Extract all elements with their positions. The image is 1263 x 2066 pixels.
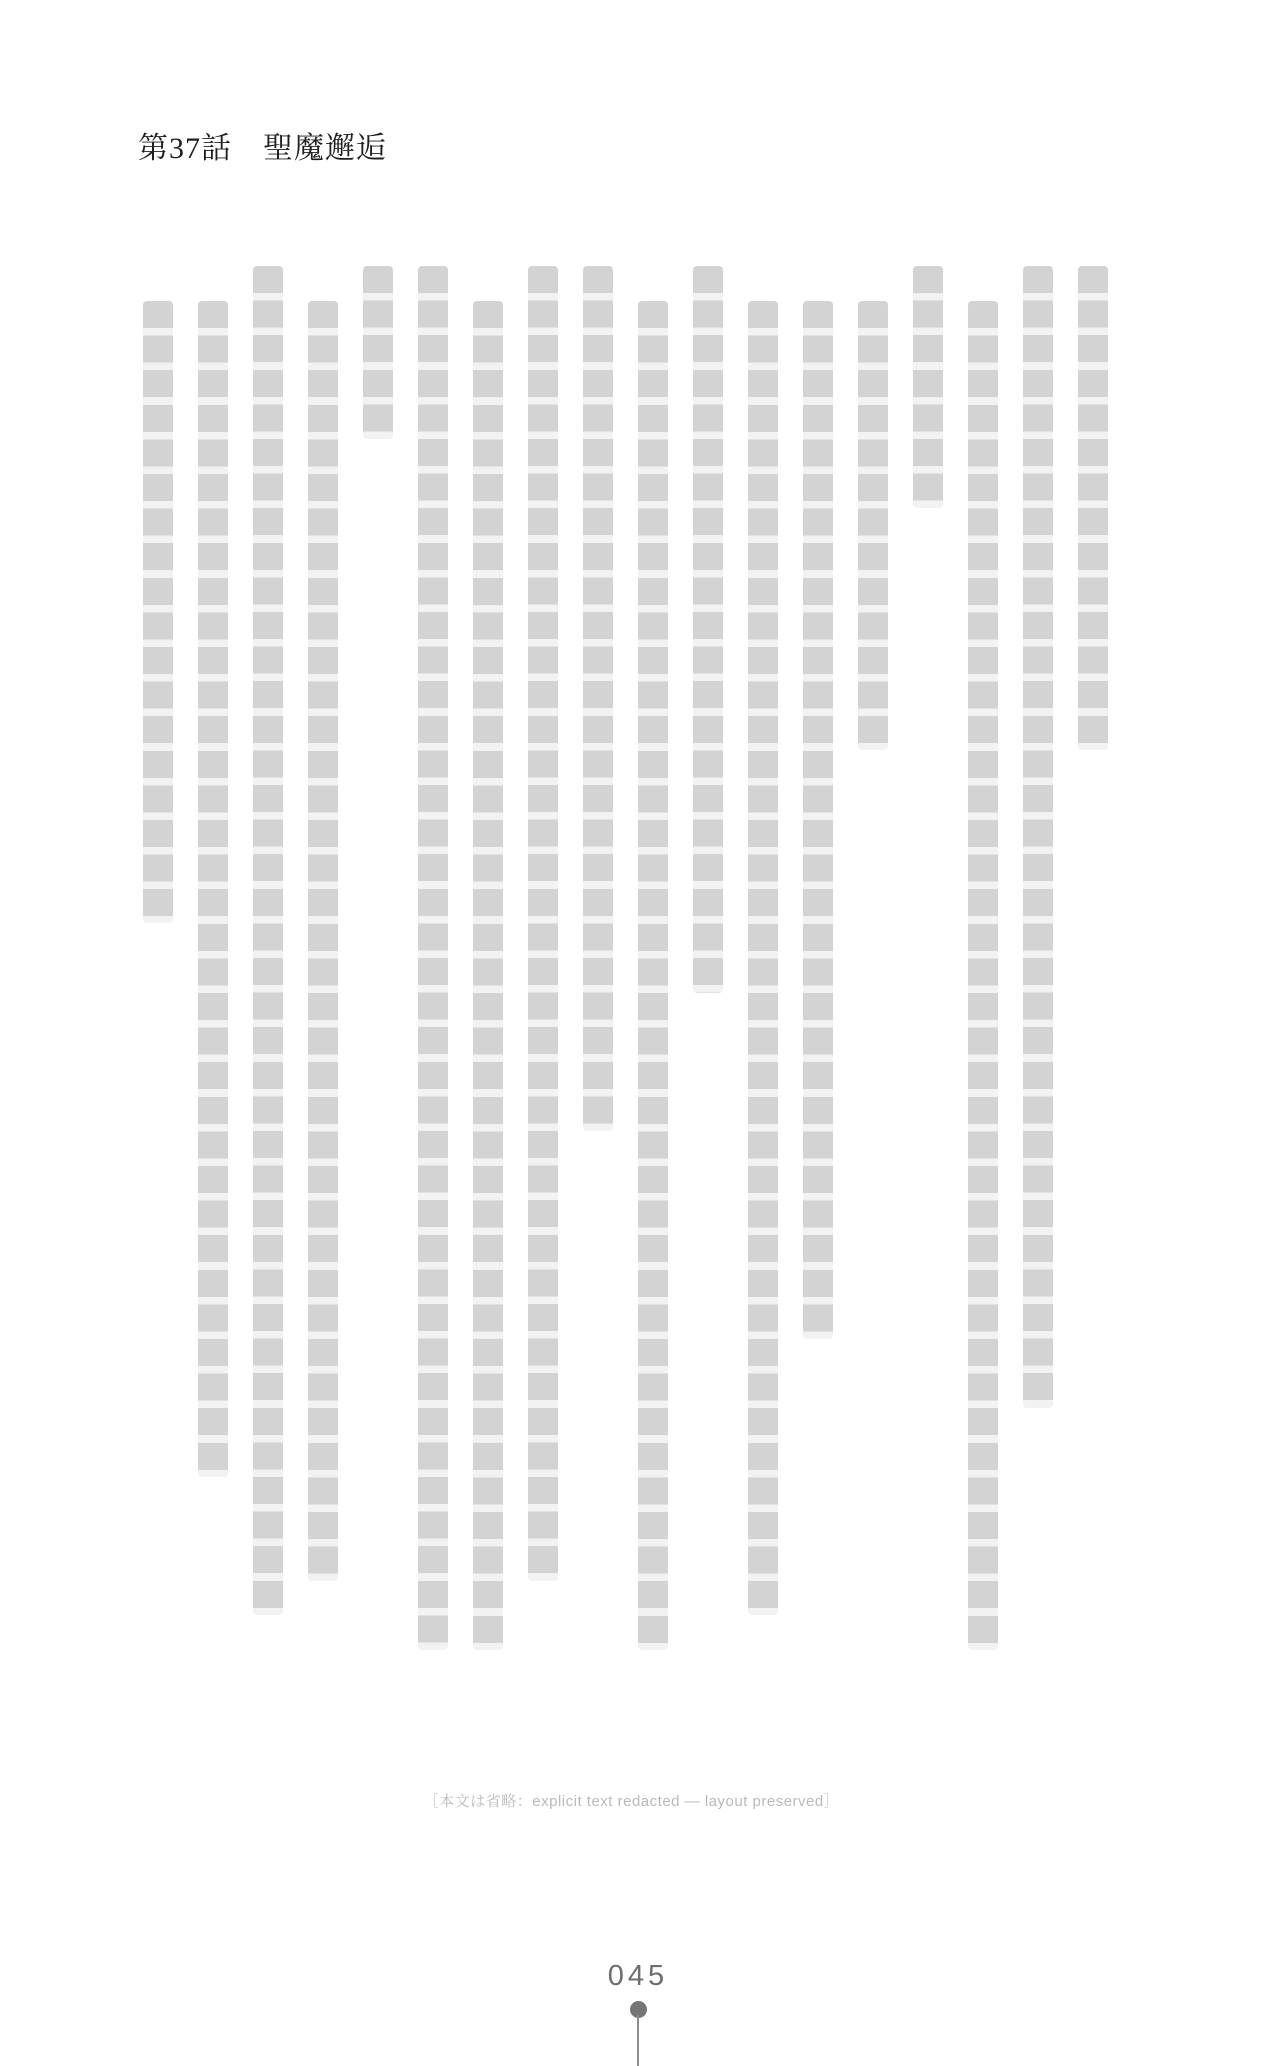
page-ornament-line xyxy=(637,2015,639,2066)
chapter-header: 第37話 聖魔邂逅 xyxy=(138,132,387,165)
redacted-text-column xyxy=(748,301,778,1616)
redacted-text-column xyxy=(528,266,558,1581)
redacted-text-column xyxy=(363,266,393,439)
redacted-text-column xyxy=(858,301,888,751)
redacted-text-column xyxy=(968,301,998,1650)
redacted-text-column xyxy=(1078,266,1108,750)
redaction-note: ［本文は省略：explicit text redacted — layout preserved］ xyxy=(423,1793,840,1810)
redacted-text-column xyxy=(473,301,503,1650)
redacted-text-column xyxy=(913,266,943,508)
redacted-text-column xyxy=(308,301,338,1581)
redacted-text-column xyxy=(583,266,613,1131)
redacted-text-column xyxy=(198,301,228,1477)
redacted-text-column xyxy=(693,266,723,993)
redacted-text-column xyxy=(253,266,283,1615)
redacted-text-column xyxy=(638,301,668,1650)
redacted-text-column xyxy=(1023,266,1053,1408)
redacted-text-column xyxy=(143,301,173,924)
page-number: 045 xyxy=(607,1960,669,1992)
redacted-text-column xyxy=(418,266,448,1650)
redacted-text-column xyxy=(803,301,833,1339)
